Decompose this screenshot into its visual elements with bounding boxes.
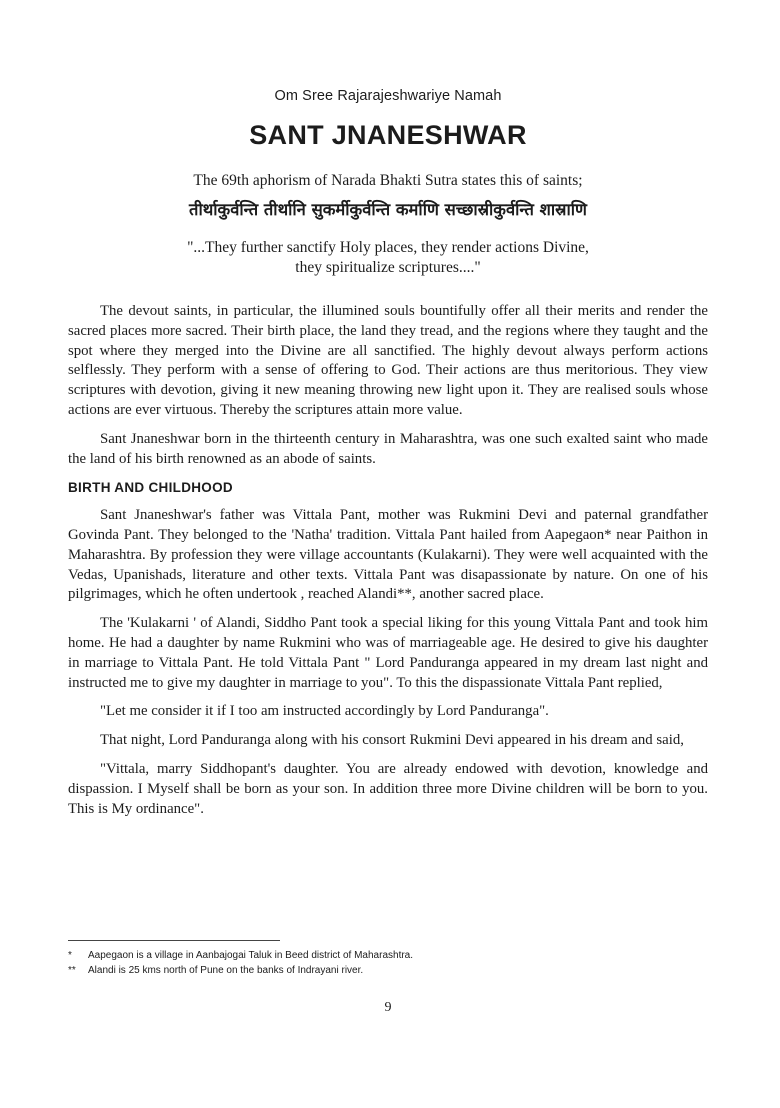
footnote-mark: * <box>68 950 72 961</box>
verse-translation-line-2: they spiritualize scriptures...." <box>295 259 481 276</box>
footnote-item <box>68 948 708 963</box>
paragraph-dream: That night, Lord Panduranga along with his consort Rukmini Devi appeared in his dream and said, <box>100 732 684 749</box>
page-number: 9 <box>384 1000 392 1015</box>
paragraph-saints: The devout saints, in particular, the illumined souls bountifully offer all their merits and render the sacred places more sacred. Their birth place, the land they tread, and the regions where they taught and the spot where they merged into the Divine are all sanctified. The highly devout always perform actions selflessly. They perform with a sense of offering to God. Their actions are thus meritorious. They view scriptures with devotion, giving it new meaning throwing new light upon it. They are realised souls whose actions are ever virtuous. Thereby the scriptures attain more value. <box>68 303 708 418</box>
aphorism-intro: The 69th aphorism of Narada Bhakti Sutra states this of saints; <box>193 172 583 189</box>
footnote-text: Alandi is 25 kms north of Pune on the banks of Indrayani river. <box>88 965 364 976</box>
footnote-item <box>68 963 708 978</box>
verse-translation <box>68 238 708 278</box>
paragraph-siddho-pant: The 'Kulakarni ' of Alandi, Siddho Pant took a special liking for this young Vittala Pant and took him home. He had a daughter by name Rukmini who was of marriageable age. He desired to give his daughter in marriage to Vittala Pant. He told Vittala Pant " Lord Panduranga appeared in my dream last night and instructed me to give my daughter in marriage to you". To this the dispassionate Vittala Pant replied, <box>68 615 708 691</box>
paragraph-ordinance: "Vittala, marry Siddhopant's daughter. You are already endowed with devotion, knowledge and dispassion. I Myself shall be born as your son. In addition three more Divine children will be born to you. This is My ordinance". <box>68 760 708 817</box>
verse-translation-line-1: "...They further sanctify Holy places, they render actions Divine, <box>187 239 589 256</box>
paragraph-family: Sant Jnaneshwar's father was Vittala Pant, mother was Rukmini Devi and paternal grandfather Govinda Pant. They belonged to the 'Natha' tradition. Vittala Pant hailed from Aapegaon* near Paithon in Maharashtra. By profession they were village accountants (Kulakarni). They were well acquainted with the Vedas, Upanishads, literature and other texts. Vittala Pant was disapassionate by nature. On one of his pilgrimages, which he often undertook , reached Alandi**, another sacred place. <box>68 507 708 603</box>
paragraph-reply: "Let me consider it if I too am instructed accordingly by Lord Panduranga". <box>100 703 549 720</box>
section-heading: BIRTH AND CHILDHOOD <box>68 480 233 496</box>
page-title: SANT JNANESHWAR <box>249 120 527 150</box>
paragraph-jnaneshwar-intro: Sant Jnaneshwar born in the thirteenth century in Maharashtra, was one such exalted saint who made the land of his birth renowned as an abode of saints. <box>68 430 708 467</box>
footnotes <box>68 948 708 978</box>
invocation-line: Om Sree Rajarajeshwariye Namah <box>274 88 502 104</box>
footnote-divider <box>68 940 280 941</box>
footnote-mark: ** <box>68 965 76 976</box>
book-page <box>68 0 708 1108</box>
body-text <box>68 302 708 828</box>
footnote-text: Aapegaon is a village in Aanbajogai Taluk in Beed district of Maharashtra. <box>88 950 414 961</box>
sanskrit-verse: तीर्थाकुर्वन्ति तीर्थानि सुकर्मीकुर्वन्ति कर्माणि सच्छास्रीकुर्वन्ति शास्राणि <box>189 200 587 219</box>
